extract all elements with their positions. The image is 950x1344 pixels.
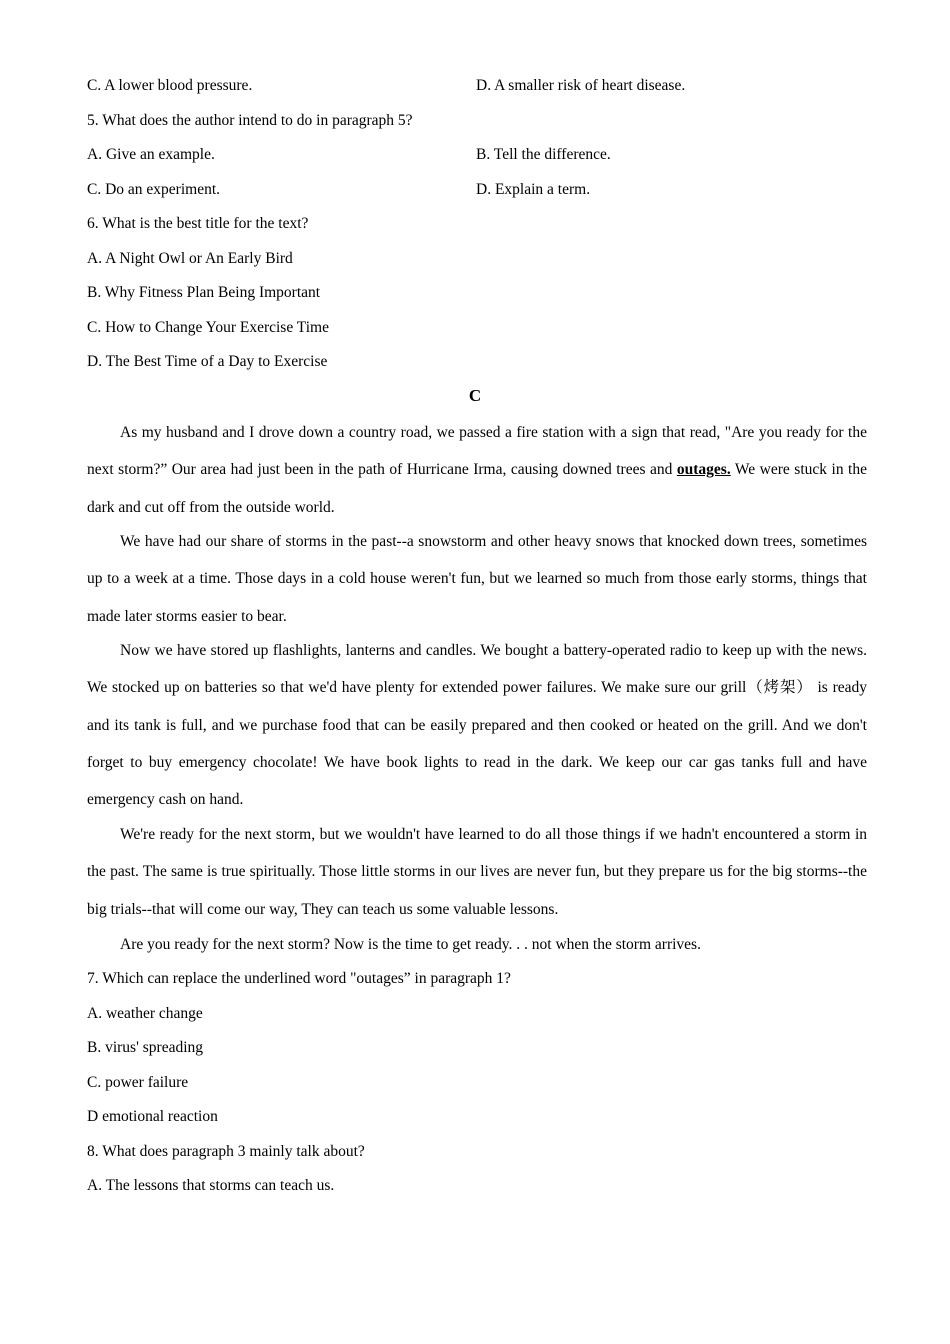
passage-paragraph-1 <box>87 414 867 526</box>
q5-option-b: B. Tell the difference. <box>476 146 611 163</box>
p4-text: We're ready for the next storm, but we wouldn't have learned to do all those things if we hadn't encountered a storm in the past. The same is true spiritually. Those little storms in our lives are never fun, but they prepare us for the big storms--the big trials--that will come our way, They can teach us some valuable lessons. <box>87 826 867 918</box>
p5-text: Are you ready for the next storm? Now is the time to get ready. . . not when the storm arrives. <box>120 936 701 953</box>
p3-text: Now we have stored up flashlights, lanterns and candles. We bought a battery-operated radio to keep up with the news. We stocked up on batteries so that we'd have plenty for extended power failures. We make sure our grill（烤架） is ready and its tank is full, and we purchase food that can be easily prepared and then cooked or heated on the grill. And we don't forget to buy emergency chocolate! We have book lights to read in the dark. We keep our car gas tanks full and have emergency cash on hand. <box>87 642 867 809</box>
underlined-word: outages. <box>676 461 731 479</box>
q4-option-d: D. A smaller risk of heart disease. <box>476 77 686 94</box>
passage-paragraph-5 <box>87 926 867 963</box>
section-heading: C <box>468 386 482 405</box>
q5-option-c: C. Do an experiment. <box>87 181 221 198</box>
q6-option-a: A. A Night Owl or An Early Bird <box>87 250 293 267</box>
q8-option-a: A. The lessons that storms can teach us. <box>87 1177 335 1194</box>
q6-option-c: C. How to Change Your Exercise Time <box>87 319 329 336</box>
q5-stem: 5. What does the author intend to do in paragraph 5? <box>87 112 413 129</box>
p1-text-before: As my husband and I drove down a country road, we passed a fire station with a sign that read, "Are you ready for the next storm?” Our area had just been in the path of Hurricane Irma, causing downed trees and <box>87 424 867 479</box>
q6-option-b: B. Why Fitness Plan Being Important <box>87 284 321 301</box>
q5-option-d: D. Explain a term. <box>476 181 591 198</box>
q5-option-a: A. Give an example. <box>87 146 215 163</box>
q6-stem: 6. What is the best title for the text? <box>87 215 309 232</box>
passage-paragraph-2 <box>87 523 867 635</box>
q8-stem: 8. What does paragraph 3 mainly talk about? <box>87 1143 365 1160</box>
q7-option-b: B. virus' spreading <box>87 1039 204 1056</box>
q7-option-a: A. weather change <box>87 1005 203 1022</box>
q6-option-d: D. The Best Time of a Day to Exercise <box>87 353 328 370</box>
p1-text-after: We were stuck in the dark and cut off from the outside world. <box>87 461 867 516</box>
q7-option-d: D emotional reaction <box>87 1108 218 1125</box>
q7-option-c: C. power failure <box>87 1074 189 1091</box>
passage-paragraph-3 <box>87 632 867 818</box>
q7-stem: 7. Which can replace the underlined word "outages” in paragraph 1? <box>87 970 511 987</box>
passage-paragraph-4 <box>87 816 867 928</box>
p2-text: We have had our share of storms in the past--a snowstorm and other heavy snows that knocked down trees, sometimes up to a week at a time. Those days in a cold house weren't fun, but we learned so much from those early storms, things that made later storms easier to bear. <box>87 533 867 625</box>
q4-option-c: C. A lower blood pressure. <box>87 77 253 94</box>
